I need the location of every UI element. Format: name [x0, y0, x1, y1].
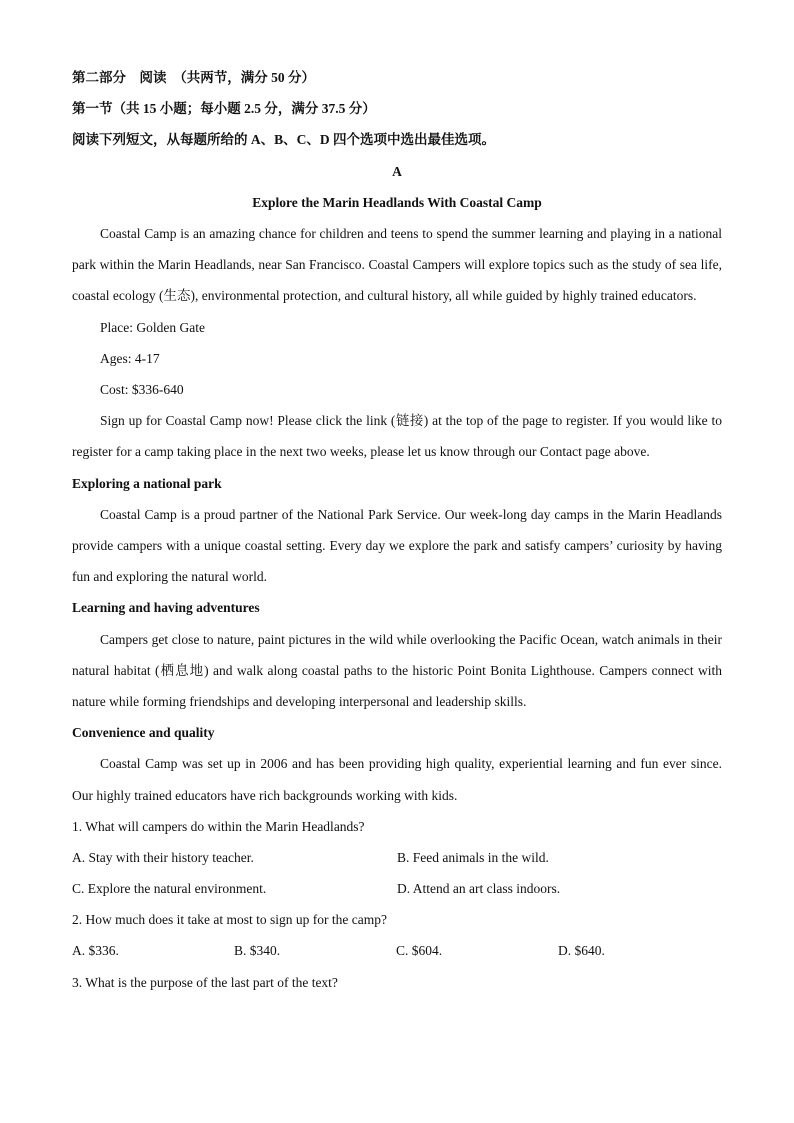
section-heading-quality: Convenience and quality	[72, 725, 215, 741]
question-1-options-row-1	[72, 842, 722, 873]
signup-paragraph: Sign up for Coastal Camp now! Please click the link (链接) at the top of the page to register. If you would like to register for a camp taking place in the next two weeks, please let us know through our Contact page above.	[72, 413, 722, 460]
ages-line: Ages: 4-17	[100, 350, 160, 366]
section-heading-national-park: Exploring a national park	[72, 475, 222, 491]
question-2-stem: 2. How much does it take at most to sign up for the camp?	[72, 912, 387, 928]
section-text-national-park: Coastal Camp is a proud partner of the National Park Service. Our week-long day camps in the Marin Headlands provide campers with a unique coastal setting. Every day we explore the park and satisfy campers’ curiosity by having fun and exploring the natural world.	[72, 506, 722, 585]
passage-title: Explore the Marin Headlands With Coastal Camp	[252, 194, 542, 210]
question-2-option-a[interactable]: A. $336.	[72, 943, 119, 959]
question-2-option-d[interactable]: D. $640.	[558, 943, 605, 959]
question-1-option-d[interactable]: D. Attend an art class indoors.	[397, 881, 561, 897]
section-heading-adventures: Learning and having adventures	[72, 600, 260, 616]
question-2-option-b[interactable]: B. $340.	[234, 943, 281, 959]
question-3-stem: 3. What is the purpose of the last part of the text?	[72, 974, 338, 990]
section-text-adventures: Campers get close to nature, paint pictures in the wild while overlooking the Pacific Ocean, watch animals in their natural habitat (栖息地) and walk along coastal paths to the historic Point Bonita Lighthouse. Campers connect with nature while forming friendships and developing interpersonal and leadership skills.	[72, 631, 722, 709]
passage-letter: A	[392, 163, 402, 179]
question-2-option-c[interactable]: C. $604.	[396, 943, 443, 959]
part-heading: 第二部分 阅读 （共两节，满分 50 分）	[72, 70, 315, 85]
section-text-quality: Coastal Camp was set up in 2006 and has been providing high quality, experiential learning and fun ever since. Our highly trained educators have rich backgrounds working with kids.	[72, 756, 722, 803]
question-1-stem: 1. What will campers do within the Marin Headlands?	[72, 818, 365, 834]
question-2-options-row	[72, 935, 722, 966]
question-1-option-c[interactable]: C. Explore the natural environment.	[72, 881, 267, 897]
question-1-option-b[interactable]: B. Feed animals in the wild.	[397, 849, 549, 865]
intro-paragraph: Coastal Camp is an amazing chance for children and teens to spend the summer learning and playing in a national park within the Marin Headlands, near San Francisco. Coastal Campers will explore topics such as the study of sea life, coastal ecology (生态), environmental protection, and cultural history, all while guided by highly trained educators.	[72, 225, 722, 304]
question-1-option-a[interactable]: A. Stay with their history teacher.	[72, 849, 254, 865]
question-1-options-row-2	[72, 873, 722, 904]
section-heading: 第一节（共 15 小题；每小题 2.5 分，满分 37.5 分）	[72, 101, 376, 117]
exam-page	[72, 62, 722, 998]
cost-line: Cost: $336-640	[100, 381, 184, 397]
instruction-text: 阅读下列短文，从每题所给的 A、B、C、D 四个选项中选出最佳选项。	[72, 132, 496, 148]
place-line: Place: Golden Gate	[100, 319, 205, 335]
